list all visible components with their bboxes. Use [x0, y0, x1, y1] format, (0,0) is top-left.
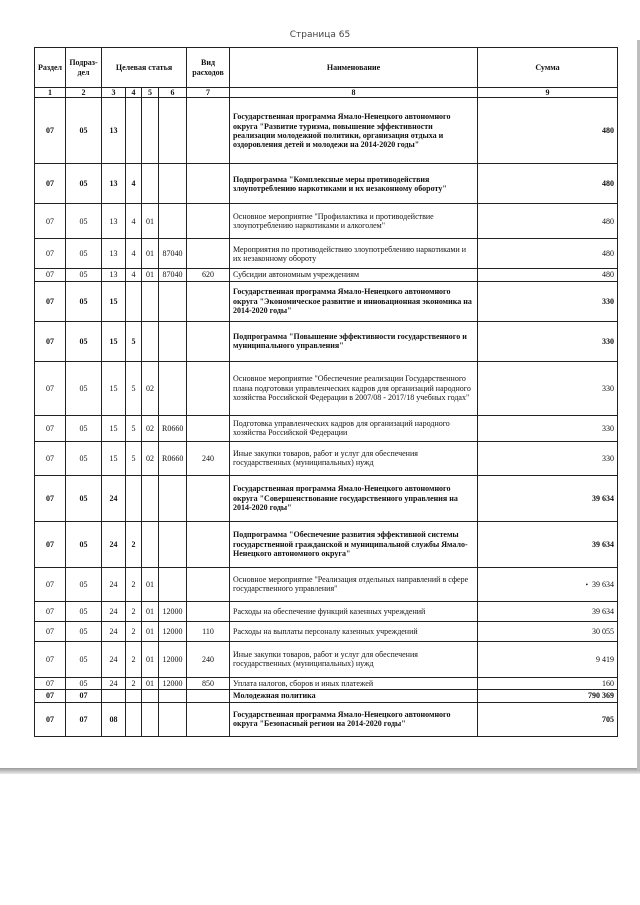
podrazdel-cell: 05 — [66, 361, 102, 415]
celevaya-3-cell — [142, 164, 159, 204]
celevaya-2-cell: 4 — [126, 204, 142, 239]
celevaya-2-cell: 5 — [126, 321, 142, 361]
celevaya-4-cell: 87040 — [159, 239, 187, 269]
page-number-label: Страница 65 — [289, 30, 351, 40]
pen-mark-icon: • — [585, 580, 589, 589]
table-row — [35, 702, 618, 736]
column-number: 4 — [126, 88, 142, 98]
celevaya-1-cell: 08 — [102, 702, 126, 736]
celevaya-4-cell — [159, 567, 187, 601]
celevaya-1-cell: 24 — [102, 621, 126, 641]
summa-cell: 330 — [478, 321, 618, 361]
razdel-cell: 07 — [35, 641, 66, 677]
table-row — [35, 441, 618, 475]
celevaya-2-cell — [126, 98, 142, 164]
table-row — [35, 567, 618, 601]
celevaya-1-cell: 15 — [102, 415, 126, 441]
celevaya-4-cell: 12000 — [159, 621, 187, 641]
naimenovanie-cell: Молодежная политика — [230, 690, 478, 702]
summa-cell: 30 055 — [478, 621, 618, 641]
celevaya-2-cell — [126, 475, 142, 521]
celevaya-2-cell: 2 — [126, 567, 142, 601]
summa-cell — [478, 567, 618, 601]
summa-cell: 39 634 — [478, 601, 618, 621]
vid-rashodov-cell — [187, 415, 230, 441]
celevaya-1-cell: 24 — [102, 475, 126, 521]
naimenovanie-cell: Уплата налогов, сборов и иных платежей — [230, 677, 478, 689]
celevaya-1-cell: 15 — [102, 281, 126, 321]
summa-cell: 330 — [478, 361, 618, 415]
vid-rashodov-cell: 110 — [187, 621, 230, 641]
razdel-cell: 07 — [35, 677, 66, 689]
vid-rashodov-cell — [187, 702, 230, 736]
podrazdel-cell: 05 — [66, 239, 102, 269]
table-row — [35, 361, 618, 415]
summa-cell: 9 419 — [478, 641, 618, 677]
celevaya-2-cell: 4 — [126, 269, 142, 281]
razdel-cell: 07 — [35, 621, 66, 641]
summa-cell: 480 — [478, 239, 618, 269]
podrazdel-cell: 05 — [66, 621, 102, 641]
celevaya-4-cell — [159, 475, 187, 521]
celevaya-3-cell: 01 — [142, 204, 159, 239]
column-number: 6 — [159, 88, 187, 98]
table-row — [35, 690, 618, 702]
celevaya-3-cell — [142, 702, 159, 736]
celevaya-3-cell: 01 — [142, 239, 159, 269]
table-row — [35, 204, 618, 239]
summa-cell: 330 — [478, 281, 618, 321]
celevaya-2-cell: 2 — [126, 677, 142, 689]
podrazdel-cell: 05 — [66, 415, 102, 441]
celevaya-3-cell — [142, 321, 159, 361]
podrazdel-cell: 05 — [66, 441, 102, 475]
summa-value: 39 634 — [592, 579, 615, 589]
vid-rashodov-cell: 240 — [187, 441, 230, 475]
celevaya-2-cell: 2 — [126, 621, 142, 641]
razdel-cell: 07 — [35, 415, 66, 441]
vid-rashodov-cell — [187, 281, 230, 321]
razdel-cell: 07 — [35, 601, 66, 621]
celevaya-1-cell: 13 — [102, 204, 126, 239]
celevaya-4-cell — [159, 204, 187, 239]
celevaya-2-cell: 5 — [126, 441, 142, 475]
naimenovanie-cell: Подпрограмма "Обеспечение развития эффективной системы государственной гражданской и муниципальной службы Ямало-Ненецкого автономного округа" — [230, 521, 478, 567]
podrazdel-cell: 05 — [66, 269, 102, 281]
table-row — [35, 677, 618, 689]
column-number: 2 — [66, 88, 102, 98]
table-row — [35, 98, 618, 164]
razdel-cell: 07 — [35, 204, 66, 239]
celevaya-3-cell — [142, 521, 159, 567]
celevaya-1-cell: 24 — [102, 677, 126, 689]
celevaya-2-cell: 5 — [126, 361, 142, 415]
column-number: 9 — [478, 88, 618, 98]
vid-rashodov-cell — [187, 164, 230, 204]
naimenovanie-cell: Основное мероприятие "Профилактика и противодействие злоупотреблению наркотиками и алкоголем" — [230, 204, 478, 239]
table-row — [35, 269, 618, 281]
celevaya-4-cell — [159, 281, 187, 321]
naimenovanie-cell: Государственная программа Ямало-Ненецкого автономного округа "Экономическое развитие и инновационная экономика на 2014-2020 годы" — [230, 281, 478, 321]
column-number: 1 — [35, 88, 66, 98]
podrazdel-cell: 07 — [66, 690, 102, 702]
celevaya-3-cell: 01 — [142, 641, 159, 677]
celevaya-3-cell: 01 — [142, 677, 159, 689]
column-numbers-row — [35, 88, 618, 98]
podrazdel-cell: 05 — [66, 204, 102, 239]
column-number: 5 — [142, 88, 159, 98]
vid-rashodov-cell — [187, 239, 230, 269]
naimenovanie-cell: Субсидии автономным учреждениям — [230, 269, 478, 281]
celevaya-1-cell: 24 — [102, 601, 126, 621]
podrazdel-cell: 05 — [66, 321, 102, 361]
razdel-cell: 07 — [35, 361, 66, 415]
vid-rashodov-cell: 240 — [187, 641, 230, 677]
header-summa: Сумма — [478, 48, 618, 88]
razdel-cell: 07 — [35, 281, 66, 321]
celevaya-3-cell: 01 — [142, 269, 159, 281]
naimenovanie-cell: Государственная программа Ямало-Ненецкого автономного округа "Безопасный регион на 2014-2020 годы" — [230, 702, 478, 736]
vid-rashodov-cell — [187, 567, 230, 601]
summa-cell: 480 — [478, 164, 618, 204]
razdel-cell: 07 — [35, 567, 66, 601]
header-razdel: Раздел — [35, 48, 66, 88]
table-row — [35, 601, 618, 621]
vid-rashodov-cell — [187, 204, 230, 239]
razdel-cell: 07 — [35, 164, 66, 204]
summa-cell: 160 — [478, 677, 618, 689]
header-vid-rashodov: Вид расходов — [187, 48, 230, 88]
celevaya-1-cell: 15 — [102, 321, 126, 361]
column-number: 8 — [230, 88, 478, 98]
celevaya-2-cell — [126, 702, 142, 736]
column-number: 3 — [102, 88, 126, 98]
summa-cell: 705 — [478, 702, 618, 736]
summa-cell: 39 634 — [478, 521, 618, 567]
razdel-cell: 07 — [35, 441, 66, 475]
podrazdel-cell: 05 — [66, 98, 102, 164]
summa-cell: 330 — [478, 415, 618, 441]
celevaya-2-cell: 5 — [126, 415, 142, 441]
summa-cell: 480 — [478, 204, 618, 239]
naimenovanie-cell: Государственная программа Ямало-Ненецкого автономного округа "Совершенствование государственного управления на 2014-2020 годы" — [230, 475, 478, 521]
celevaya-4-cell: 12000 — [159, 601, 187, 621]
celevaya-4-cell — [159, 702, 187, 736]
vid-rashodov-cell — [187, 690, 230, 702]
summa-cell: 790 369 — [478, 690, 618, 702]
celevaya-1-cell: 24 — [102, 521, 126, 567]
celevaya-3-cell: 02 — [142, 415, 159, 441]
naimenovanie-cell: Иные закупки товаров, работ и услуг для обеспечения государственных (муниципальных) нужд — [230, 641, 478, 677]
celevaya-4-cell — [159, 321, 187, 361]
naimenovanie-cell: Расходы на выплаты персоналу казенных учреждений — [230, 621, 478, 641]
celevaya-3-cell: 02 — [142, 441, 159, 475]
header-row — [35, 48, 618, 88]
celevaya-2-cell: 2 — [126, 521, 142, 567]
celevaya-1-cell: 13 — [102, 239, 126, 269]
celevaya-4-cell — [159, 361, 187, 415]
celevaya-1-cell: 15 — [102, 361, 126, 415]
razdel-cell: 07 — [35, 475, 66, 521]
celevaya-4-cell: 12000 — [159, 641, 187, 677]
vid-rashodov-cell: 850 — [187, 677, 230, 689]
celevaya-4-cell: 87040 — [159, 269, 187, 281]
celevaya-2-cell: 4 — [126, 239, 142, 269]
razdel-cell: 07 — [35, 702, 66, 736]
naimenovanie-cell: Расходы на обеспечение функций казенных учреждений — [230, 601, 478, 621]
celevaya-3-cell: 02 — [142, 361, 159, 415]
razdel-cell: 07 — [35, 269, 66, 281]
podrazdel-cell: 05 — [66, 567, 102, 601]
table-row — [35, 281, 618, 321]
summa-cell: 480 — [478, 269, 618, 281]
summa-cell: 330 — [478, 441, 618, 475]
vid-rashodov-cell — [187, 361, 230, 415]
celevaya-4-cell — [159, 164, 187, 204]
celevaya-3-cell: 01 — [142, 621, 159, 641]
celevaya-2-cell — [126, 281, 142, 321]
vid-rashodov-cell — [187, 321, 230, 361]
summa-cell: 480 — [478, 98, 618, 164]
razdel-cell: 07 — [35, 521, 66, 567]
celevaya-2-cell: 2 — [126, 601, 142, 621]
table-row — [35, 239, 618, 269]
naimenovanie-cell: Иные закупки товаров, работ и услуг для обеспечения государственных (муниципальных) нужд — [230, 441, 478, 475]
table-row — [35, 164, 618, 204]
celevaya-3-cell — [142, 690, 159, 702]
celevaya-4-cell — [159, 690, 187, 702]
table-row — [35, 475, 618, 521]
table-row — [35, 321, 618, 361]
celevaya-1-cell: 24 — [102, 567, 126, 601]
celevaya-3-cell — [142, 281, 159, 321]
table-row — [35, 641, 618, 677]
celevaya-1-cell — [102, 690, 126, 702]
celevaya-1-cell: 13 — [102, 269, 126, 281]
celevaya-2-cell: 4 — [126, 164, 142, 204]
podrazdel-cell: 05 — [66, 164, 102, 204]
podrazdel-cell: 05 — [66, 641, 102, 677]
vid-rashodov-cell: 620 — [187, 269, 230, 281]
header-naimenovanie: Наименование — [230, 48, 478, 88]
celevaya-1-cell: 13 — [102, 98, 126, 164]
celevaya-3-cell: 01 — [142, 601, 159, 621]
celevaya-1-cell: 15 — [102, 441, 126, 475]
naimenovanie-cell: Подпрограмма "Повышение эффективности государственного и муниципального управления" — [230, 321, 478, 361]
header-podrazdel: Подраз-дел — [66, 48, 102, 88]
celevaya-4-cell: 12000 — [159, 677, 187, 689]
table-row — [35, 621, 618, 641]
naimenovanie-cell: Основное мероприятие "Реализация отдельных направлений в сфере государственного управления" — [230, 567, 478, 601]
summa-cell: 39 634 — [478, 475, 618, 521]
celevaya-4-cell — [159, 521, 187, 567]
razdel-cell: 07 — [35, 321, 66, 361]
celevaya-4-cell: R0660 — [159, 415, 187, 441]
naimenovanie-cell: Мероприятия по противодействию злоупотреблению наркотиками и их незаконному обороту — [230, 239, 478, 269]
scan-shadow — [0, 768, 640, 774]
podrazdel-cell: 05 — [66, 601, 102, 621]
table-row — [35, 521, 618, 567]
vid-rashodov-cell — [187, 475, 230, 521]
naimenovanie-cell: Основное мероприятие "Обеспечение реализации Государственного плана подготовки управленческих кадров для организаций народного хозяйства Российской Федерации в 2007/08 - 2017/18 учебных годах" — [230, 361, 478, 415]
celevaya-4-cell: R0660 — [159, 441, 187, 475]
naimenovanie-cell: Подготовка управленческих кадров для организаций народного хозяйства Российской Федерации — [230, 415, 478, 441]
budget-table — [34, 47, 618, 737]
razdel-cell: 07 — [35, 239, 66, 269]
podrazdel-cell: 05 — [66, 677, 102, 689]
celevaya-3-cell: 01 — [142, 567, 159, 601]
vid-rashodov-cell — [187, 601, 230, 621]
celevaya-3-cell — [142, 475, 159, 521]
header-celevaya-statya: Целевая статья — [102, 48, 187, 88]
podrazdel-cell: 05 — [66, 281, 102, 321]
podrazdel-cell: 05 — [66, 521, 102, 567]
vid-rashodov-cell — [187, 98, 230, 164]
podrazdel-cell: 07 — [66, 702, 102, 736]
celevaya-2-cell: 2 — [126, 641, 142, 677]
razdel-cell: 07 — [35, 98, 66, 164]
celevaya-1-cell: 13 — [102, 164, 126, 204]
naimenovanie-cell: Подпрограмма "Комплексные меры противодействия злоупотреблению наркотиками и их незаконному обороту" — [230, 164, 478, 204]
celevaya-2-cell — [126, 690, 142, 702]
column-number: 7 — [187, 88, 230, 98]
vid-rashodov-cell — [187, 521, 230, 567]
razdel-cell: 07 — [35, 690, 66, 702]
table-body — [35, 98, 618, 736]
celevaya-3-cell — [142, 98, 159, 164]
naimenovanie-cell: Государственная программа Ямало-Ненецкого автономного округа "Развитие туризма, повышение эффективности реализации молодежной политики, организация отдыха и оздоровления детей и молодежи на 2014-2020 годы" — [230, 98, 478, 164]
table-row — [35, 415, 618, 441]
celevaya-4-cell — [159, 98, 187, 164]
celevaya-1-cell: 24 — [102, 641, 126, 677]
podrazdel-cell: 05 — [66, 475, 102, 521]
